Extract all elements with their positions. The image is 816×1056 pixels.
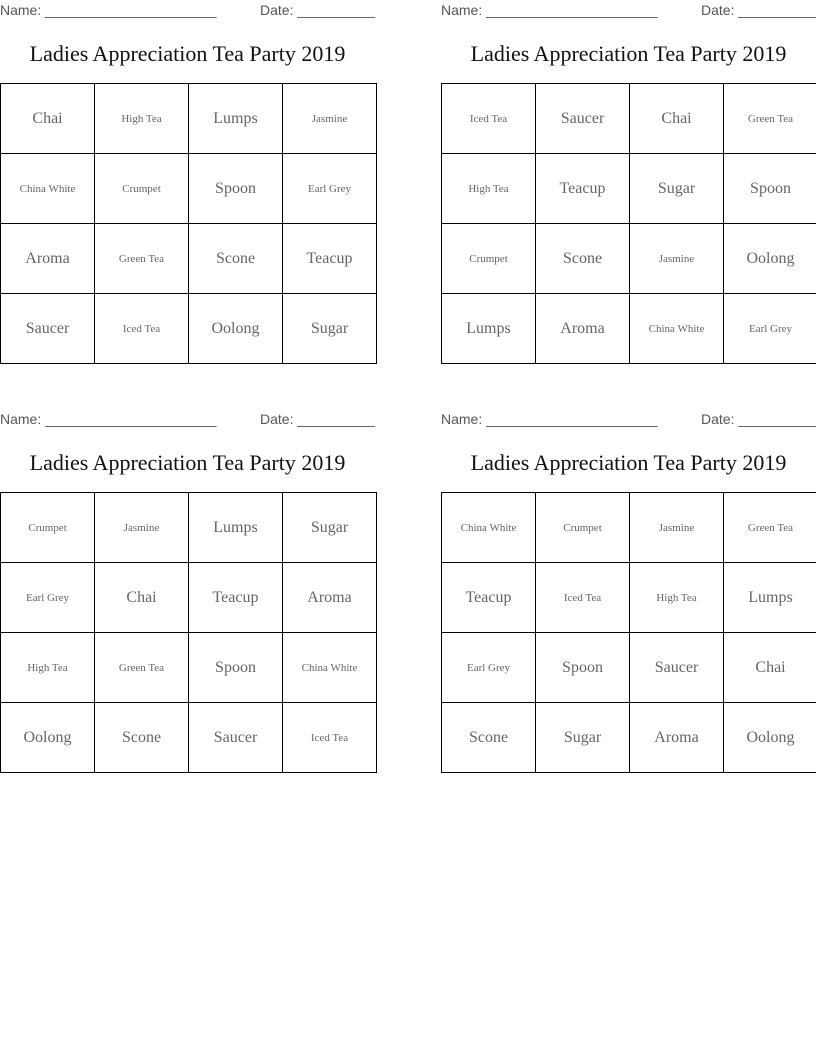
name-field-label: Name: ______________________ <box>0 2 217 18</box>
grid-cell: China White <box>630 294 724 364</box>
grid-cell: Oolong <box>1 703 95 773</box>
grid-cell: Spoon <box>724 154 816 224</box>
name-field-label: Name: ______________________ <box>0 411 217 427</box>
bingo-grid <box>0 492 377 773</box>
grid-cell: Sugar <box>536 703 630 773</box>
name-field-label: Name: ______________________ <box>441 2 658 18</box>
date-field-label: Date: __________ <box>701 2 816 18</box>
grid-cell: Aroma <box>283 563 377 633</box>
grid-cell: Saucer <box>536 84 630 154</box>
grid-row <box>1 84 377 154</box>
grid-cell: Crumpet <box>536 493 630 563</box>
grid-cell: Crumpet <box>95 154 189 224</box>
grid-cell: Sugar <box>283 294 377 364</box>
bingo-card <box>0 0 376 337</box>
grid-cell: Crumpet <box>442 224 536 294</box>
grid-cell: High Tea <box>1 633 95 703</box>
date-field-label: Date: __________ <box>701 411 816 427</box>
grid-cell: Oolong <box>724 224 816 294</box>
grid-cell: Saucer <box>1 294 95 364</box>
form-line <box>0 0 375 20</box>
grid-cell: Iced Tea <box>95 294 189 364</box>
card-title: Ladies Appreciation Tea Party 2019 <box>470 450 787 475</box>
grid-row <box>442 563 816 633</box>
grid-cell: Earl Grey <box>283 154 377 224</box>
bingo-card <box>441 409 816 746</box>
grid-cell: Crumpet <box>1 493 95 563</box>
grid-cell: Spoon <box>189 154 283 224</box>
grid-cell: Teacup <box>189 563 283 633</box>
grid-row <box>442 703 816 773</box>
grid-row <box>1 563 377 633</box>
grid-cell: Teacup <box>442 563 536 633</box>
grid-cell: Green Tea <box>724 493 816 563</box>
date-field-label: Date: __________ <box>260 411 376 427</box>
grid-row <box>442 154 816 224</box>
form-line <box>0 409 375 429</box>
grid-row <box>1 154 377 224</box>
grid-cell: Aroma <box>536 294 630 364</box>
grid-cell: Jasmine <box>95 493 189 563</box>
bingo-card <box>441 0 816 337</box>
form-line <box>441 0 816 20</box>
bingo-grid <box>0 83 377 364</box>
bingo-grid <box>441 83 816 364</box>
grid-cell: Jasmine <box>630 493 724 563</box>
grid-cell: Aroma <box>1 224 95 294</box>
grid-cell: Lumps <box>189 84 283 154</box>
grid-cell: Lumps <box>724 563 816 633</box>
grid-cell: Scone <box>536 224 630 294</box>
grid-cell: Chai <box>95 563 189 633</box>
grid-cell: Aroma <box>630 703 724 773</box>
grid-cell: Jasmine <box>630 224 724 294</box>
grid-cell: Teacup <box>283 224 377 294</box>
grid-row <box>442 633 816 703</box>
grid-row <box>1 493 377 563</box>
grid-row <box>442 294 816 364</box>
card-title: Ladies Appreciation Tea Party 2019 <box>29 450 346 475</box>
grid-cell: Earl Grey <box>724 294 816 364</box>
grid-cell: Chai <box>724 633 816 703</box>
bingo-card <box>0 409 376 746</box>
card-title: Ladies Appreciation Tea Party 2019 <box>29 41 346 66</box>
grid-cell: Spoon <box>536 633 630 703</box>
bingo-grid <box>441 492 816 773</box>
grid-cell: Scone <box>189 224 283 294</box>
grid-cell: Jasmine <box>283 84 377 154</box>
grid-cell: China White <box>442 493 536 563</box>
grid-cell: Sugar <box>630 154 724 224</box>
grid-row <box>1 633 377 703</box>
grid-cell: Earl Grey <box>1 563 95 633</box>
grid-cell: Spoon <box>189 633 283 703</box>
grid-row <box>1 703 377 773</box>
grid-cell: Earl Grey <box>442 633 536 703</box>
grid-cell: Saucer <box>630 633 724 703</box>
grid-cell: Scone <box>442 703 536 773</box>
grid-cell: Scone <box>95 703 189 773</box>
grid-cell: Sugar <box>283 493 377 563</box>
grid-cell: High Tea <box>442 154 536 224</box>
card-title: Ladies Appreciation Tea Party 2019 <box>470 41 787 66</box>
grid-row <box>442 493 816 563</box>
grid-cell: Oolong <box>189 294 283 364</box>
grid-row <box>1 294 377 364</box>
grid-cell: Iced Tea <box>442 84 536 154</box>
grid-cell: Iced Tea <box>283 703 377 773</box>
grid-cell: Lumps <box>442 294 536 364</box>
grid-cell: Green Tea <box>95 224 189 294</box>
grid-cell: Saucer <box>189 703 283 773</box>
grid-row <box>1 224 377 294</box>
grid-cell: High Tea <box>630 563 724 633</box>
grid-cell: Oolong <box>724 703 816 773</box>
form-line <box>441 409 816 429</box>
grid-cell: Lumps <box>189 493 283 563</box>
grid-cell: High Tea <box>95 84 189 154</box>
grid-cell: Chai <box>630 84 724 154</box>
grid-row <box>442 224 816 294</box>
grid-row <box>442 84 816 154</box>
grid-cell: Chai <box>1 84 95 154</box>
name-field-label: Name: ______________________ <box>441 411 658 427</box>
grid-cell: Teacup <box>536 154 630 224</box>
grid-cell: China White <box>1 154 95 224</box>
grid-cell: China White <box>283 633 377 703</box>
grid-cell: Green Tea <box>95 633 189 703</box>
grid-cell: Green Tea <box>724 84 816 154</box>
date-field-label: Date: __________ <box>260 2 376 18</box>
grid-cell: Iced Tea <box>536 563 630 633</box>
